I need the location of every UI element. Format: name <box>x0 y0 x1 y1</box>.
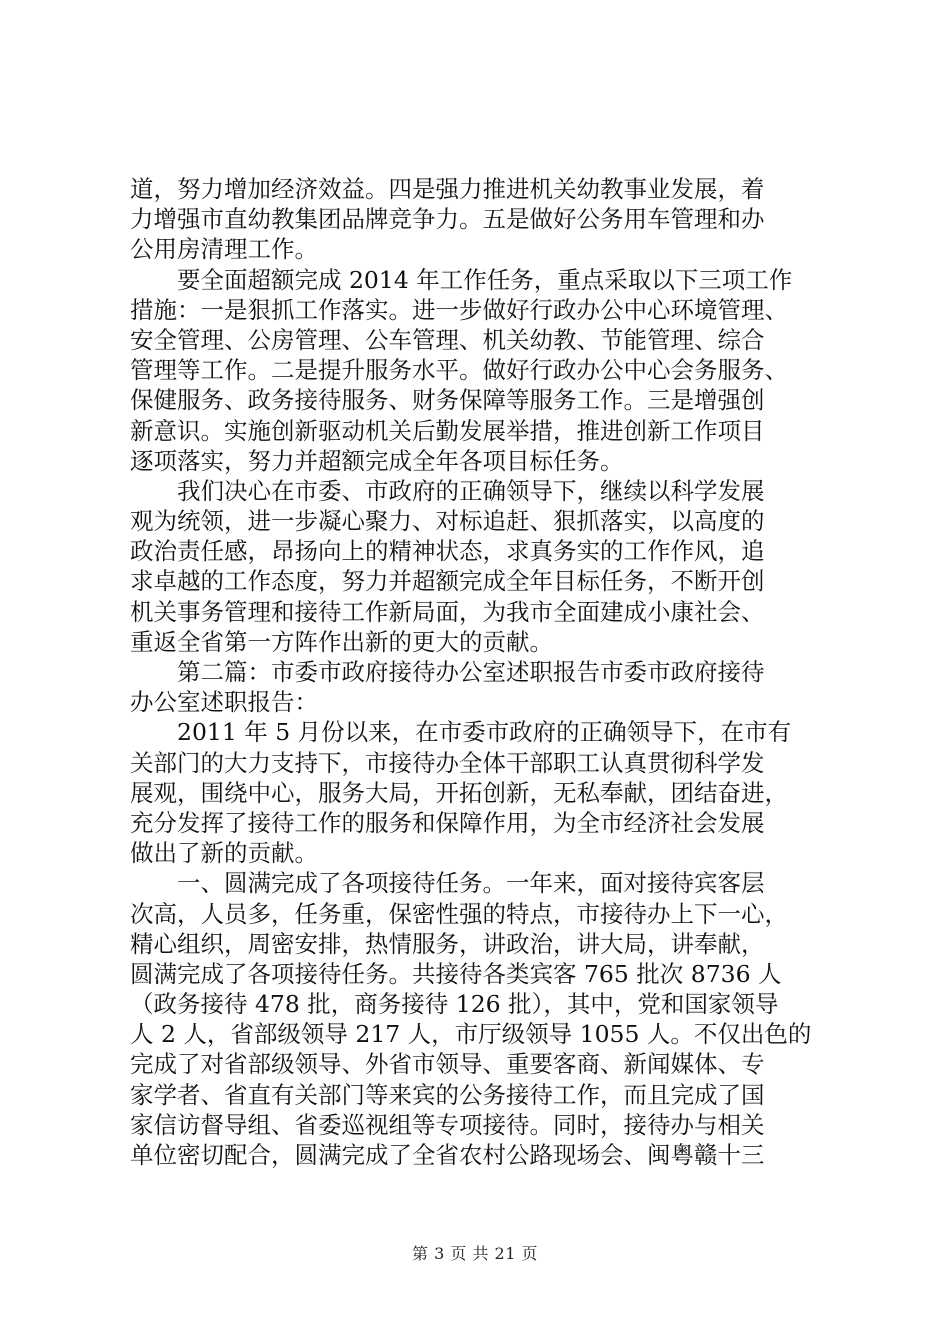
text-line: 新意识。实施创新驱动机关后勤发展举措，推进创新工作项目 <box>130 416 765 445</box>
document-body <box>130 174 828 1170</box>
text-line: 办公室述职报告： <box>130 688 318 717</box>
text-line: 观为统领，进一步凝心聚力、对标追赶、狠抓落实，以高度的 <box>130 507 765 536</box>
text-line: 次高，人员多，任务重，保密性强的特点，市接待办上下一心， <box>130 899 788 928</box>
text-line: 家信访督导组、省委巡视组等专项接待。同时，接待办与相关 <box>130 1110 765 1139</box>
text-line: 力增强市直幼教集团品牌竞争力。五是做好公务用车管理和办 <box>130 205 765 234</box>
text-line: 政治责任感，昂扬向上的精神状态，求真务实的工作作风，追 <box>130 537 765 566</box>
text-line: 人 2 人，省部级领导 217 人，市厅级领导 1055 人。不仅出色的 <box>130 1020 812 1049</box>
text-line: 家学者、省直有关部门等来宾的公务接待工作，而且完成了国 <box>130 1080 765 1109</box>
text-line: 道，努力增加经济效益。四是强力推进机关幼教事业发展，着 <box>130 175 765 203</box>
text-line: 要全面超额完成 2014 年工作任务，重点采取以下三项工作 <box>177 265 793 294</box>
text-line: （政务接待 478 批，商务接待 126 批），其中，党和国家领导 <box>130 990 779 1019</box>
text-line: 圆满完成了各项接待任务。共接待各类宾客 765 批次 8736 人 <box>130 959 782 988</box>
text-line: 做出了新的贡献。 <box>130 839 318 868</box>
page-footer: 第 3 页 共 21 页 <box>412 1244 538 1263</box>
text-line: 2011 年 5 月份以来，在市委市政府的正确领导下，在市有 <box>177 718 792 747</box>
text-line: 重返全省第一方阵作出新的更大的贡献。 <box>130 627 553 656</box>
text-line: 公用房清理工作。 <box>130 235 318 264</box>
text-line: 保健服务、政务接待服务、财务保障等服务工作。三是增强创 <box>130 386 765 415</box>
text-line: 措施：一是狠抓工作落实。进一步做好行政办公中心环境管理、 <box>130 295 788 324</box>
text-line: 我们决心在市委、市政府的正确领导下，继续以科学发展 <box>177 476 765 505</box>
text-line: 管理等工作。二是提升服务水平。做好行政办公中心会务服务、 <box>130 356 788 385</box>
text-line: 第二篇：市委市政府接待办公室述职报告市委市政府接待 <box>177 658 765 686</box>
text-line: 关部门的大力支持下，市接待办全体干部职工认真贯彻科学发 <box>130 748 765 777</box>
text-line: 充分发挥了接待工作的服务和保障作用，为全市经济社会发展 <box>130 808 765 837</box>
text-line: 完成了对省部级领导、外省市领导、重要客商、新闻媒体、专 <box>130 1050 765 1079</box>
text-line: 安全管理、公房管理、公车管理、机关幼教、节能管理、综合 <box>130 325 765 354</box>
text-line: 逐项落实，努力并超额完成全年各项目标任务。 <box>130 446 624 475</box>
text-line: 精心组织，周密安排，热情服务，讲政治，讲大局，讲奉献， <box>130 929 765 958</box>
text-line: 展观，围绕中心，服务大局，开拓创新，无私奉献，团结奋进， <box>130 778 788 807</box>
text-line: 机关事务管理和接待工作新局面，为我市全面建成小康社会、 <box>130 597 765 626</box>
text-line: 单位密切配合，圆满完成了全省农村公路现场会、闽粤赣十三 <box>130 1141 765 1169</box>
text-line: 求卓越的工作态度，努力并超额完成全年目标任务，不断开创 <box>130 567 765 596</box>
text-line: 一、圆满完成了各项接待任务。一年来，面对接待宾客层 <box>177 869 765 898</box>
